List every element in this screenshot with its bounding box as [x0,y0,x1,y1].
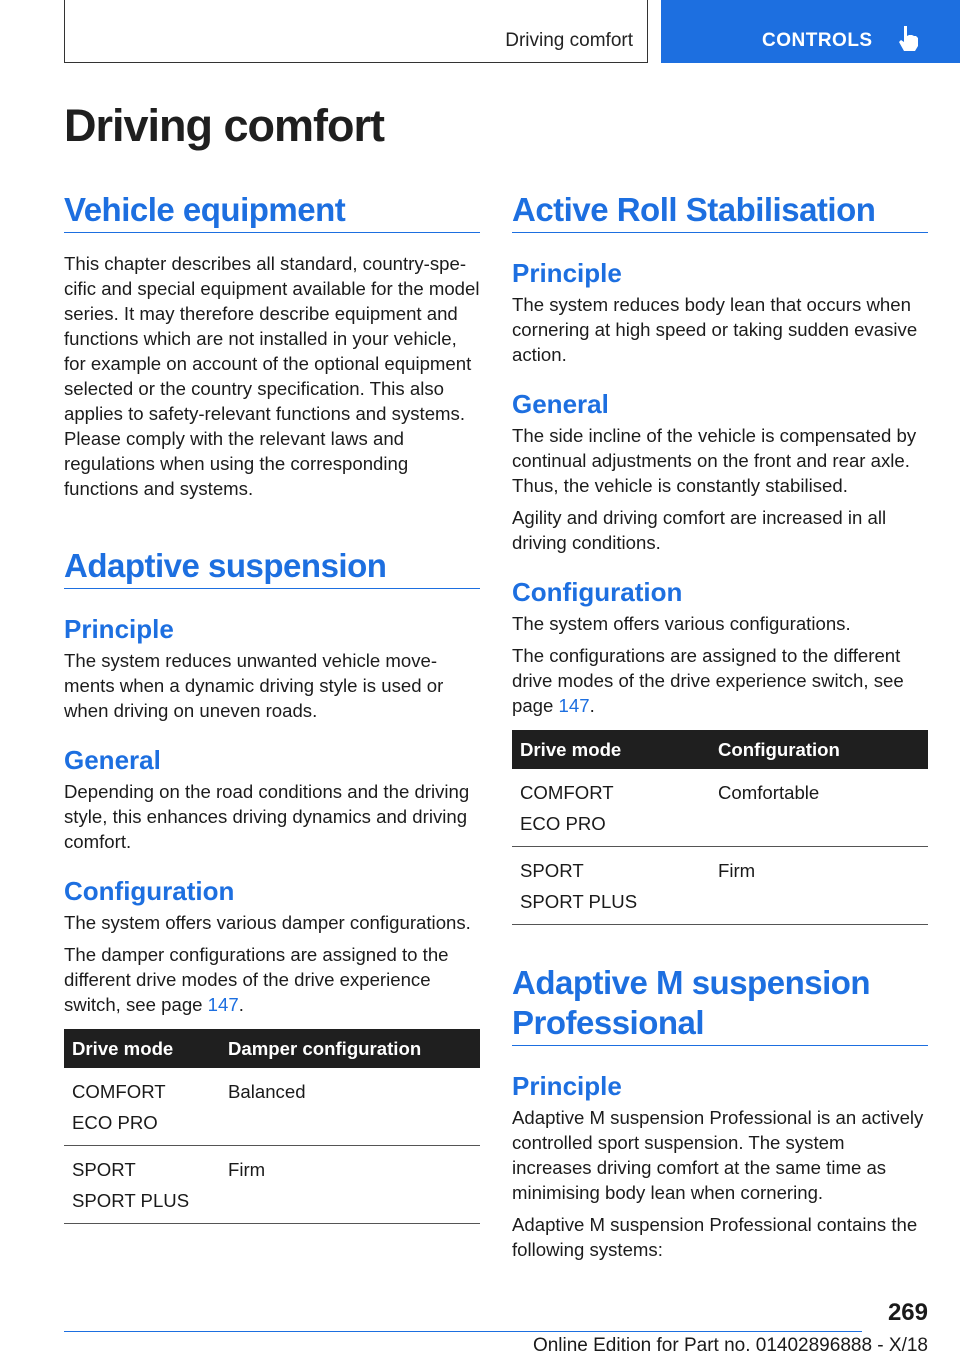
amsp-principle-body1: Adaptive M suspension Professional is an actively controlled sport suspension. The system increases driving comfort at the same time as minimising body lean when cornering. [512,1107,924,1203]
pointing-hand-icon [895,24,921,52]
footer-divider [64,1331,862,1332]
page-title: Driving comfort [64,100,385,151]
table-cell-value: Comfortable [710,769,928,847]
page-number: 269 [887,1299,928,1326]
header-section-box [64,0,648,63]
mode-text: SPORT [72,1159,136,1180]
table-cell-mode [512,847,710,925]
table-row [512,769,928,847]
table-cell-mode [64,1146,220,1224]
ars-heading: Active Roll Stabilisation [512,190,928,233]
ars-config-text-end: . [589,695,595,716]
mode-text: ECO PRO [72,1112,158,1133]
ars-config-text: The configurations are assigned to the different drive modes of the drive experience switch, see page [512,645,904,716]
amsp-principle-heading: Principle [512,1071,622,1101]
table-cell-value: Firm [220,1146,480,1224]
adaptive-suspension-heading: Adaptive suspension [64,546,480,589]
ars-config-table [512,730,928,925]
table-header-row [512,730,928,769]
adaptive-general-body: Depending on the road conditions and the driving style, this enhances driving dynamics and driving comfort. [64,781,470,852]
ars-principle-heading: Principle [512,258,622,288]
table-cell-value: Balanced [220,1068,480,1146]
adaptive-principle-heading: Principle [64,614,174,644]
mode-text: SPORT PLUS [72,1190,190,1211]
ars-general-body2: Agility and driving comfort are increased in all driving conditions. [512,507,887,553]
header-section-title: Driving comfort [505,30,633,51]
table-row [64,1068,480,1146]
ars-principle-body: The system reduces body lean that occurs when cornering at high speed or taking sudden evasive action. [512,294,918,365]
amsp-principle-body2: Adaptive M suspension Professional contains the following systems: [512,1214,918,1260]
left-column [64,190,480,1224]
mode-text: SPORT PLUS [520,891,638,912]
table-header-drive-mode: Drive mode [64,1029,220,1068]
adaptive-config-text: The damper configurations are assigned to the different drive modes of the drive experience switch, see page [64,944,449,1015]
table-header-row [64,1029,480,1068]
ars-config-body2 [512,643,928,718]
adaptive-general-heading: General [64,745,161,775]
adaptive-config-body2 [64,942,480,1017]
adaptive-config-text-end: . [238,994,244,1015]
mode-text: COMFORT [72,1081,166,1102]
amsp-heading: Adaptive M suspension Professional [512,963,928,1046]
mode-text: ECO PRO [520,813,606,834]
ars-general-body1: The side incline of the vehicle is compensated by continual adjustments on the front and rear axle. Thus, the vehicle is constantly stabilised. [512,425,917,496]
page-link[interactable]: 147 [207,994,239,1015]
table-header-config: Configuration [710,730,928,769]
mode-text: SPORT [520,860,584,881]
ars-config-body1: The system offers various configurations. [512,613,851,634]
right-column [512,190,928,1262]
adaptive-principle-body: The system reduces unwanted vehicle movements when a dynamic driving style is used or when driving on uneven roads. [64,650,444,721]
table-cell-mode [512,769,710,847]
mode-text: COMFORT [520,782,614,803]
vehicle-equipment-heading: Vehicle equipment [64,190,480,233]
table-cell-mode [64,1068,220,1146]
table-header-drive-mode: Drive mode [512,730,710,769]
header-controls-label: CONTROLS [762,30,873,51]
adaptive-config-heading: Configuration [64,876,235,906]
vehicle-equipment-body: This chapter describes all standard, country-specific and special equipment available for the model series. It may therefore describe equipment and functions which are not installed in your vehicle, for example on account of the optional equipment selected or the country specification. This also applies to safety-relevant functions and systems. Please comply with the relevant laws and regulations when using the corresponding functions and systems. [64,253,480,499]
table-row [64,1146,480,1224]
damper-config-table [64,1029,480,1224]
footer-edition: Online Edition for Part no. 01402896888 - X/18 [532,1335,928,1356]
ars-config-heading: Configuration [512,577,683,607]
header-controls-tab[interactable] [661,0,960,63]
table-row [512,847,928,925]
table-cell-value: Firm [710,847,928,925]
ars-general-heading: General [512,389,609,419]
page-link[interactable]: 147 [558,695,590,716]
table-header-damper-config: Damper configuration [220,1029,480,1068]
adaptive-config-body1: The system offers various damper configurations. [64,912,471,933]
